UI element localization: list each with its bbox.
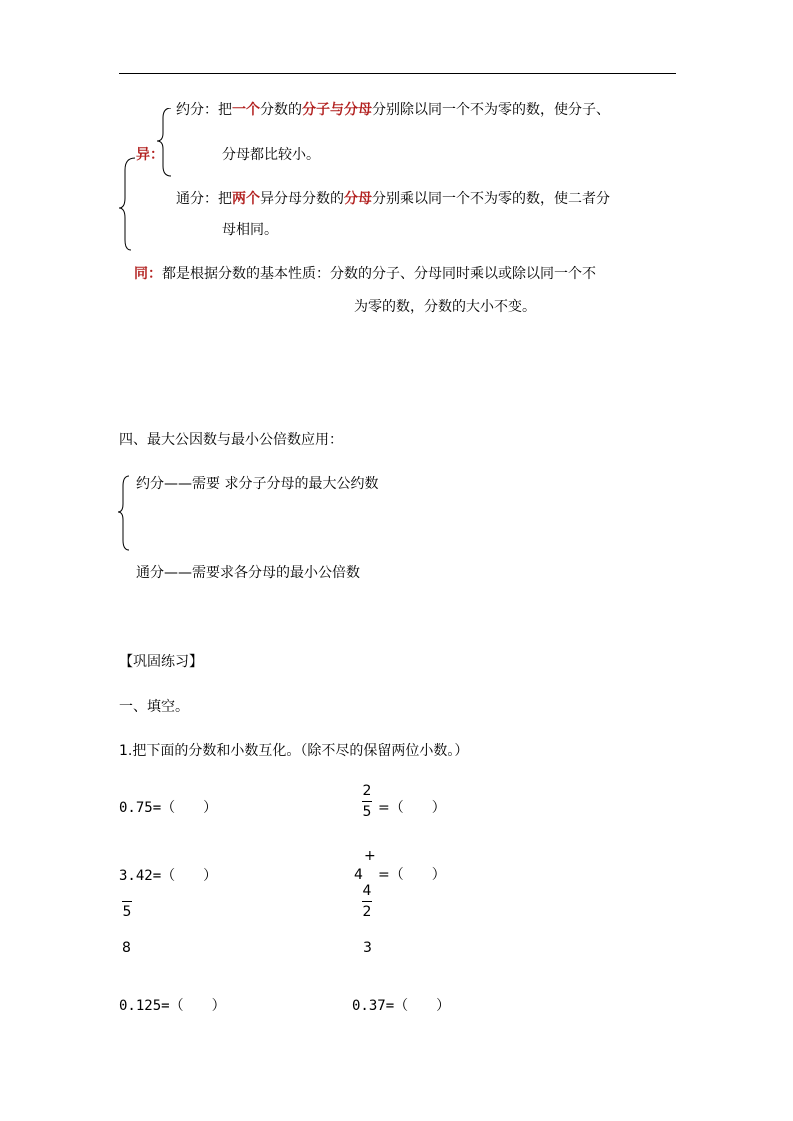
tongfen-definition-line2: 母相同。 <box>222 222 278 238</box>
item-3-42: 3.42=（ ） <box>119 868 218 884</box>
tong-label: 同： <box>134 266 162 282</box>
section4-brace <box>117 474 137 554</box>
question-1: 1.把下面的分数和小数互化。（除不尽的保留两位小数。） <box>119 743 469 759</box>
item-0-37: 0.37=（ ） <box>352 998 451 1014</box>
fraction-5-8-denominator: 8 <box>122 940 131 956</box>
fraction-4-2 <box>359 883 375 920</box>
part1-heading: 一、填空。 <box>119 699 189 715</box>
fraction-numerator: 2 <box>362 783 372 799</box>
section4-heading: 四、最大公因数与最小公倍数应用： <box>119 432 343 448</box>
yi-label: 异： <box>136 147 164 163</box>
yuefen-em1: 一个 <box>232 102 260 118</box>
yuefen-definition-line2: 分母都比较小。 <box>222 147 320 163</box>
yuefen-tail: 分别除以同一个不为零的数，使分子、 <box>372 102 610 118</box>
outer-brace <box>117 108 177 253</box>
fraction-bar <box>122 901 132 902</box>
fraction-bar <box>362 801 372 802</box>
yuefen-definition-line1 <box>176 102 610 118</box>
item-mixed-answer: =（ ） <box>378 867 446 883</box>
mixed-whole: 4 <box>354 867 363 883</box>
tongfen-em2: 分母 <box>344 191 372 207</box>
tongfen-em1: 两个 <box>232 191 260 207</box>
yuefen-mid1: 分数的 <box>260 102 302 118</box>
fraction-denominator: 5 <box>362 804 372 820</box>
fraction-2-5 <box>359 783 375 820</box>
tong-line2: 为零的数，分数的大小不变。 <box>354 299 536 315</box>
fraction-numerator: 4 <box>362 883 372 899</box>
mixed-plus: + <box>364 848 376 864</box>
tong-line1 <box>134 266 596 282</box>
tong-text: 都是根据分数的基本性质：分数的分子、分母同时乘以或除以同一个不 <box>162 266 596 282</box>
yuefen-em2: 分子与分母 <box>302 102 372 118</box>
section4-yuefen: 约分——需要 求分子分母的最大公约数 <box>136 476 379 492</box>
item-0-75: 0.75=（ ） <box>119 800 218 816</box>
section4-tongfen: 通分——需要求各分母的最小公倍数 <box>136 565 360 581</box>
fraction-denominator: 2 <box>362 904 372 920</box>
practice-title: 【巩固练习】 <box>119 654 203 670</box>
fraction-extra-digit: 3 <box>363 940 372 956</box>
fraction-numerator: 5 <box>122 904 132 920</box>
tongfen-tail: 分别乘以同一个不为零的数，使二者分 <box>372 191 610 207</box>
fraction-5-8 <box>119 899 135 920</box>
tongfen-mid1: 异分母分数的 <box>260 191 344 207</box>
tongfen-prefix: 通分：把 <box>176 191 232 207</box>
fraction-bar <box>362 901 372 902</box>
item-0-125: 0.125=（ ） <box>119 998 226 1014</box>
yuefen-prefix: 约分：把 <box>176 102 232 118</box>
header-rule <box>119 73 676 74</box>
tongfen-definition-line1 <box>176 191 610 207</box>
item-2-5-answer: =（ ） <box>378 800 446 816</box>
